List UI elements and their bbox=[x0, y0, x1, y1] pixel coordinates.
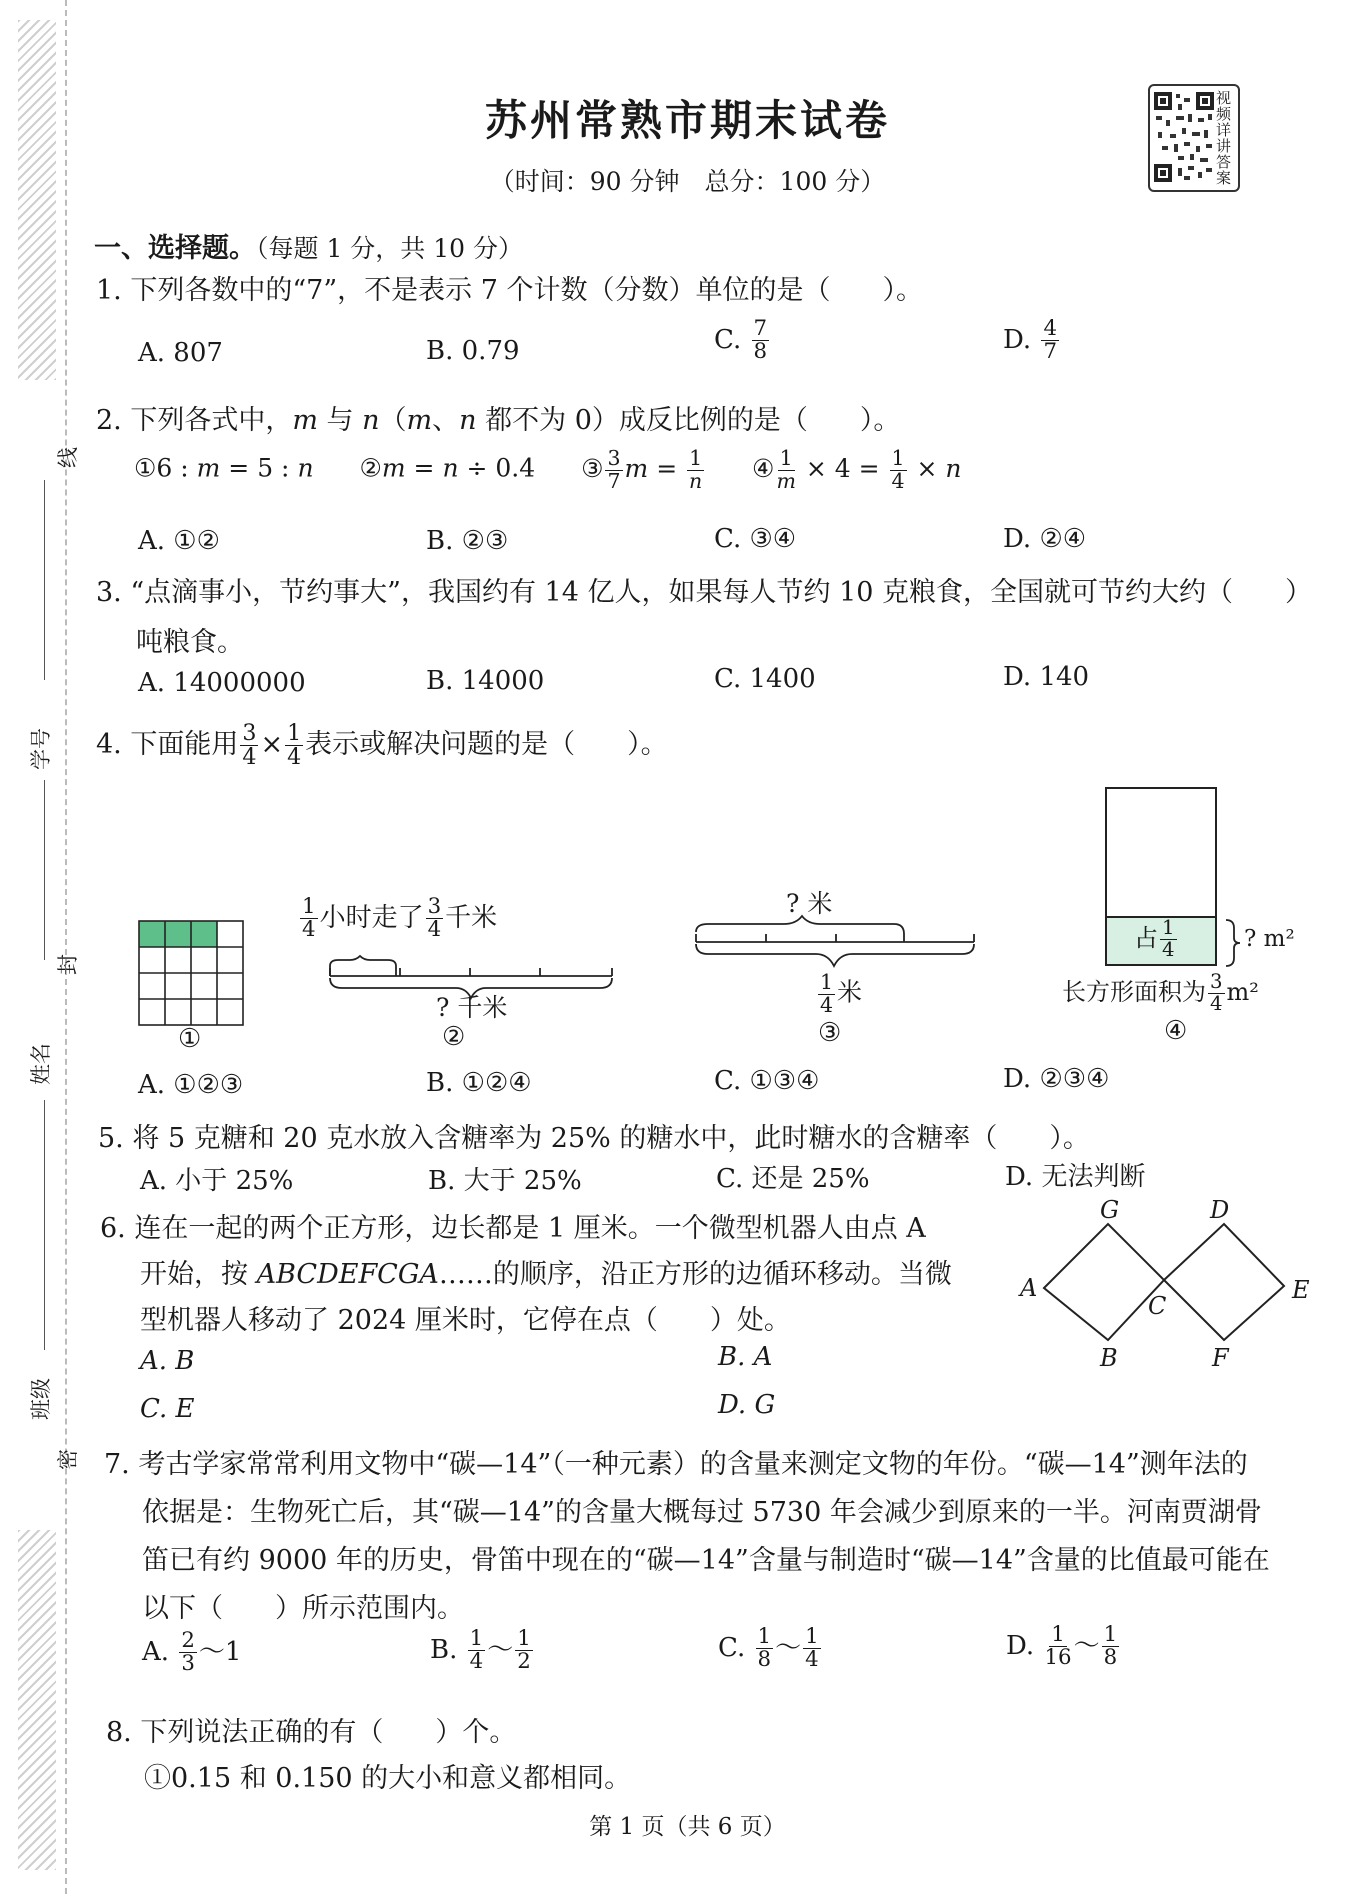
q5-option-a[interactable]: A. 小于 25% bbox=[140, 1166, 294, 1196]
page-subtitle: （时间：90 分钟 总分：100 分） bbox=[489, 167, 886, 196]
grid-shaded-cells bbox=[139, 921, 217, 947]
q6-option-b[interactable]: B. A bbox=[718, 1342, 773, 1372]
q3-option-a[interactable]: A. 14000000 bbox=[138, 668, 306, 698]
q4-figure-2-caption: $\frac{1}{4}$ 小时走了 $\frac{3}{4}$ 千米 bbox=[302, 894, 498, 943]
margin-xuehao: 学号 bbox=[29, 728, 53, 770]
margin-blank-2 bbox=[44, 780, 45, 960]
margin-feng: 封 bbox=[56, 954, 80, 975]
q1-option-b[interactable]: B. 0.79 bbox=[426, 336, 520, 366]
question-6-line2: 开始，按 ABCDEFCGA……的顺序，沿正方形的边循环移动。当微 bbox=[140, 1259, 952, 1290]
margin-blank-3 bbox=[44, 1100, 45, 1350]
point-d-label: D bbox=[1210, 1196, 1230, 1224]
q4-figure-1-grid bbox=[138, 920, 246, 1030]
page-footer: 第 1 页（共 6 页） bbox=[589, 1814, 786, 1840]
question-7: 7. 考古学家常常利用文物中“碳—14”（一种元素）的含量来测定文物的年份。“碳—14”测年法的 bbox=[104, 1449, 1248, 1480]
square-right bbox=[1164, 1224, 1284, 1340]
q2-option-a[interactable]: A. ①② bbox=[138, 526, 220, 556]
q4-figure-2-question: ? 千米 bbox=[436, 993, 508, 1022]
q5-option-c[interactable]: C. 还是 25% bbox=[716, 1164, 870, 1194]
question-7-line2: 依据是：生物死亡后，其“碳—14”的含量大概每过 5730 年会减少到原来的一半。河南贾湖骨 bbox=[142, 1497, 1262, 1528]
q7-option-a[interactable]: A. $\frac{2}{3}$ ～1 bbox=[142, 1628, 242, 1677]
q1-option-c[interactable]: C. $\frac{7}{8}$ bbox=[714, 316, 768, 365]
point-e-label: E bbox=[1292, 1276, 1310, 1304]
binding-dashed-line bbox=[65, 0, 67, 1894]
question-2: 2. 下列各式中，m 与 n（m、n 都不为 0）成反比例的是（ ）。 bbox=[96, 405, 901, 436]
margin-mi: 密 bbox=[56, 1449, 80, 1470]
margin-hatch-top bbox=[18, 20, 56, 380]
question-1: 1. 下列各数中的“7”，不是表示 7 个计数（分数）单位的是（ ）。 bbox=[96, 275, 923, 306]
q5-option-b[interactable]: B. 大于 25% bbox=[428, 1166, 582, 1196]
point-a-label: A bbox=[1020, 1274, 1038, 1302]
q4-figure-3-caption: $\frac{1}{4}$ 米 bbox=[820, 970, 863, 1017]
question-5: 5. 将 5 克糖和 20 克水放入含糖率为 25% 的糖水中，此时糖水的含糖率（ ）。 bbox=[98, 1123, 1090, 1154]
question-7-line3: 笛已有约 9000 年的历史，骨笛中现在的“碳—14”含量与制造时“碳—14”含量的比值最可能在 bbox=[142, 1545, 1270, 1576]
q7-option-b[interactable]: B. $\frac{1}{4}$ ～ $\frac{1}{2}$ bbox=[430, 1626, 531, 1675]
q1-option-d[interactable]: D. $\frac{4}{7}$ bbox=[1003, 316, 1058, 365]
brace-top bbox=[330, 956, 396, 976]
q2-option-d[interactable]: D. ②④ bbox=[1003, 524, 1087, 554]
q2-option-b[interactable]: B. ②③ bbox=[426, 526, 509, 556]
brace-top bbox=[696, 916, 904, 934]
q6-option-d[interactable]: D. G bbox=[718, 1390, 776, 1420]
q6-option-a[interactable]: A. B bbox=[140, 1346, 195, 1376]
q8-statement-1: ①0.15 和 0.150 的大小和意义都相同。 bbox=[144, 1763, 632, 1794]
q4-option-d[interactable]: D. ②③④ bbox=[1003, 1064, 1110, 1094]
q2-expr-1: ①6 : m = 5 : n bbox=[134, 453, 314, 483]
point-c-label: C bbox=[1148, 1292, 1167, 1320]
q2-expr-3: ③ $\frac{3}{7}$ m = $\frac{1}{n}$ bbox=[581, 446, 703, 493]
q3-option-c[interactable]: C. 1400 bbox=[714, 664, 816, 694]
q4-figure-4-inner: 占 $\frac{1}{4}$ bbox=[1134, 916, 1175, 961]
question-4: 4. 下面能用 $\frac{3}{4}$ × $\frac{1}{4}$ 表示或解决问题的是（ ）。 bbox=[96, 720, 668, 771]
q4-figure-4-caption: 长方形面积为 $\frac{3}{4}$ m² bbox=[1062, 970, 1259, 1015]
margin-banji: 班级 bbox=[29, 1378, 53, 1420]
question-3: 3. “点滴事小，节约事大”，我国约有 14 亿人，如果每人节约 10 克粮食，全国就可节约大约（ ） bbox=[96, 577, 1313, 608]
q4-option-a[interactable]: A. ①②③ bbox=[138, 1070, 244, 1100]
q4-figure-3-line bbox=[692, 914, 978, 972]
q3-option-b[interactable]: B. 14000 bbox=[426, 666, 545, 696]
point-g-label: G bbox=[1100, 1196, 1120, 1224]
page-title: 苏州常熟市期末试卷 bbox=[484, 96, 890, 145]
q2-option-c[interactable]: C. ③④ bbox=[714, 524, 797, 554]
square-left bbox=[1044, 1224, 1167, 1340]
q4-option-c[interactable]: C. ①③④ bbox=[714, 1066, 820, 1096]
question-7-line4: 以下（ ）所示范围内。 bbox=[142, 1593, 464, 1624]
point-f-label: F bbox=[1212, 1344, 1229, 1372]
q2-expr-4: ④ $\frac{1}{m}$ × 4 = $\frac{1}{4}$ × n bbox=[752, 446, 962, 493]
section-heading: 一、选择题。（每题 1 分，共 10 分） bbox=[94, 233, 524, 264]
margin-xingming: 姓名 bbox=[29, 1043, 53, 1085]
q7-option-d[interactable]: D. $\frac{1}{16}$ ～ $\frac{1}{8}$ bbox=[1006, 1622, 1118, 1671]
q1-option-a[interactable]: A. 807 bbox=[138, 338, 223, 368]
q4-figure-3-label: ③ bbox=[818, 1018, 842, 1048]
question-8: 8. 下列说法正确的有（ ）个。 bbox=[106, 1717, 517, 1748]
right-brace-icon bbox=[1224, 918, 1242, 968]
margin-xian: 线 bbox=[56, 447, 80, 468]
q4-figure-3-question: ? 米 bbox=[786, 889, 833, 918]
q4-figure-4-label: ④ bbox=[1164, 1016, 1188, 1046]
point-b-label: B bbox=[1100, 1344, 1118, 1372]
qr-code[interactable] bbox=[1148, 84, 1240, 192]
q3-option-d[interactable]: D. 140 bbox=[1003, 662, 1090, 692]
question-3-cont: 吨粮食。 bbox=[136, 627, 244, 658]
q6-option-c[interactable]: C. E bbox=[140, 1394, 195, 1424]
qr-label: 视 频 详 讲 答 案 bbox=[1216, 89, 1232, 187]
q4-option-b[interactable]: B. ①②④ bbox=[426, 1068, 532, 1098]
q5-option-d[interactable]: D. 无法判断 bbox=[1005, 1162, 1146, 1192]
q2-expr-2: ②m = n ÷ 0.4 bbox=[359, 453, 536, 483]
question-6: 6. 连在一起的两个正方形，边长都是 1 厘米。一个微型机器人由点 A bbox=[100, 1213, 926, 1244]
q4-figure-2-label: ② bbox=[442, 1022, 466, 1052]
q4-figure-4-question: ? m² bbox=[1244, 926, 1295, 952]
question-6-line3: 型机器人移动了 2024 厘米时，它停在点（ ）处。 bbox=[140, 1305, 791, 1336]
margin-blank-1 bbox=[44, 480, 45, 680]
q6-two-squares-figure bbox=[1008, 1196, 1320, 1376]
qr-code-icon bbox=[1154, 92, 1214, 184]
q4-figure-1-label: ① bbox=[178, 1024, 202, 1054]
q2-expressions bbox=[134, 448, 962, 492]
brace-bottom bbox=[696, 944, 974, 966]
q7-option-c[interactable]: C. $\frac{1}{8}$ ～ $\frac{1}{4}$ bbox=[718, 1624, 819, 1673]
